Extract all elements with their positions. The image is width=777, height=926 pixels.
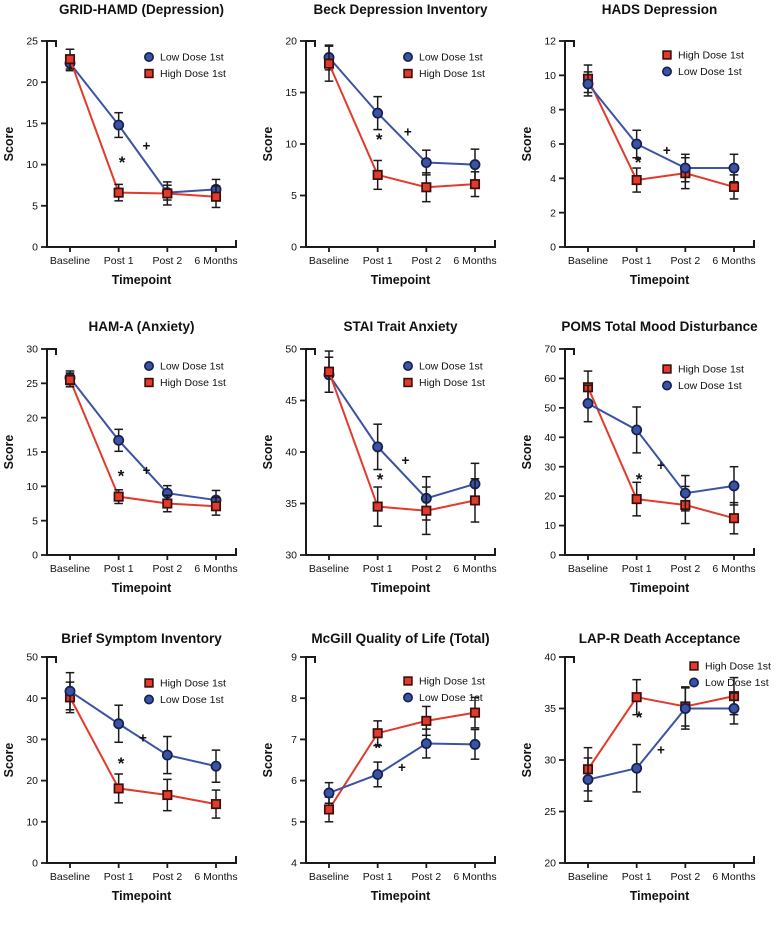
y-tick-label: 40 [26, 692, 38, 705]
data-point-marker [66, 55, 74, 63]
data-point-marker [632, 495, 640, 503]
legend-label: Low Dose 1st [705, 677, 769, 690]
x-tick-label: Post 2 [670, 871, 701, 883]
legend-marker-circle [145, 53, 153, 61]
y-tick-label: 0 [32, 241, 38, 254]
data-point-marker [471, 496, 479, 504]
data-point-marker [583, 775, 592, 784]
data-point-marker [729, 481, 738, 490]
y-tick-label: 30 [26, 343, 38, 356]
legend-marker-circle [145, 695, 153, 703]
data-point-marker [163, 750, 172, 759]
significance-asterisk: * [376, 469, 384, 489]
chart-svg [259, 617, 518, 925]
y-tick-label: 0 [550, 241, 556, 254]
y-tick-label: 25 [26, 377, 38, 390]
legend-label: High Dose 1st [160, 677, 226, 690]
significance-asterisk: * [635, 469, 643, 489]
x-tick-label: Post 2 [152, 255, 183, 267]
y-tick-label: 12 [544, 35, 556, 48]
x-axis-title: Timepoint [370, 581, 431, 595]
x-axis-title: Timepoint [370, 889, 431, 903]
legend-marker-square [145, 679, 153, 687]
y-tick-label: 35 [544, 703, 556, 716]
chart-svg [518, 617, 777, 925]
significance-plus: + [657, 458, 665, 474]
significance-plus: + [139, 730, 147, 746]
data-point-marker [471, 180, 479, 188]
y-tick-label: 8 [550, 104, 556, 117]
y-tick-label: 50 [544, 402, 556, 415]
chart-svg [0, 1, 259, 309]
x-tick-label: 6 Months [712, 255, 756, 267]
x-tick-label: Post 1 [103, 871, 134, 883]
chart-title: STAI Trait Anxiety [343, 319, 458, 334]
y-tick-label: 0 [32, 857, 38, 870]
data-point-marker [114, 188, 122, 196]
y-tick-label: 25 [26, 35, 38, 48]
y-axis-title: Score [2, 126, 16, 162]
series-line [329, 375, 475, 499]
data-point-marker [681, 163, 690, 172]
y-tick-label: 30 [544, 754, 556, 767]
x-tick-label: Post 1 [362, 563, 393, 575]
significance-plus: + [142, 138, 151, 154]
data-point-marker [632, 425, 641, 434]
legend-marker-square [663, 51, 671, 59]
legend-marker-square [690, 662, 698, 670]
y-axis-title: Score [2, 434, 16, 470]
x-tick-label: Baseline [308, 871, 350, 883]
x-axis-title: Timepoint [370, 273, 431, 287]
significance-asterisk: * [634, 152, 642, 172]
y-axis-title: Score [520, 434, 534, 470]
data-point-marker [114, 436, 123, 445]
x-tick-label: Post 2 [152, 563, 183, 575]
x-axis-title: Timepoint [629, 889, 690, 903]
y-tick-label: 30 [285, 549, 297, 562]
data-point-marker [373, 770, 382, 779]
y-tick-label: 20 [285, 35, 297, 48]
x-tick-label: Post 1 [621, 871, 652, 883]
y-tick-label: 40 [544, 651, 556, 664]
x-tick-label: Baseline [567, 563, 609, 575]
series-line [588, 696, 734, 769]
data-point-marker [373, 109, 382, 118]
chart-panel-9 [518, 617, 777, 925]
legend-label: Low Dose 1st [160, 360, 224, 373]
significance-plus: + [657, 742, 665, 758]
y-tick-label: 25 [544, 806, 556, 819]
y-tick-label: 40 [544, 431, 556, 444]
legend-marker-square [404, 677, 412, 685]
data-point-marker [681, 489, 690, 498]
x-tick-label: Post 1 [362, 255, 393, 267]
legend-label: High Dose 1st [678, 49, 744, 62]
significance-asterisk: * [117, 466, 125, 486]
significance-plus: + [398, 760, 406, 776]
legend-label: Low Dose 1st [419, 692, 483, 705]
x-tick-label: Baseline [49, 255, 91, 267]
chart-svg [518, 1, 777, 309]
data-point-marker [114, 492, 122, 500]
x-axis-title: Timepoint [111, 273, 172, 287]
legend-label: Low Dose 1st [160, 51, 224, 64]
y-tick-label: 6 [291, 775, 297, 788]
significance-plus: + [662, 143, 671, 159]
legend-marker-circle [404, 53, 412, 61]
x-tick-label: Baseline [308, 563, 350, 575]
data-point-marker [373, 502, 381, 510]
x-tick-label: 6 Months [712, 563, 756, 575]
significance-plus: + [403, 124, 412, 140]
series-line [588, 79, 734, 187]
chart-panel-5 [259, 309, 518, 617]
y-tick-label: 7 [291, 734, 297, 746]
data-point-marker [325, 805, 333, 813]
chart-panel-1 [0, 1, 259, 309]
chart-svg [0, 309, 259, 617]
chart-panel-7 [0, 617, 259, 925]
y-tick-label: 70 [544, 343, 556, 356]
significance-asterisk: * [118, 152, 126, 172]
data-point-marker [471, 708, 479, 716]
x-tick-label: Post 2 [411, 255, 442, 267]
y-axis-title: Score [520, 742, 534, 778]
data-point-marker [324, 788, 333, 797]
x-tick-label: Post 1 [103, 563, 134, 575]
x-tick-label: 6 Months [194, 255, 238, 267]
x-tick-label: Baseline [49, 563, 91, 575]
chart-title: HAM-A (Anxiety) [88, 319, 195, 334]
x-tick-label: Post 1 [362, 871, 393, 883]
chart-svg [518, 309, 777, 617]
y-tick-label: 50 [26, 651, 38, 664]
chart-title: POMS Total Mood Disturbance [561, 319, 758, 334]
data-point-marker [163, 189, 171, 197]
chart-title: HADS Depression [601, 2, 718, 17]
data-point-marker [325, 59, 333, 67]
chart-title: Brief Symptom Inventory [61, 631, 222, 646]
legend-marker-square [404, 379, 412, 387]
x-tick-label: 6 Months [712, 871, 756, 883]
legend-label: High Dose 1st [419, 675, 485, 688]
y-tick-label: 5 [32, 200, 38, 213]
y-axis-title: Score [261, 434, 275, 470]
data-point-marker [212, 502, 220, 510]
data-point-marker [470, 160, 479, 169]
x-axis-title: Timepoint [629, 273, 690, 287]
y-tick-label: 6 [550, 138, 556, 151]
y-tick-label: 20 [26, 412, 38, 425]
chart-title: McGill Quality of Life (Total) [311, 631, 490, 646]
data-point-marker [373, 442, 382, 451]
significance-asterisk: * [374, 738, 381, 758]
data-point-marker [114, 120, 123, 129]
chart-panel-8 [259, 617, 518, 925]
y-tick-label: 2 [550, 207, 556, 220]
y-tick-label: 0 [32, 549, 38, 562]
legend-label: Low Dose 1st [419, 51, 483, 64]
y-axis-title: Score [261, 742, 275, 778]
data-point-marker [422, 717, 430, 725]
y-tick-label: 15 [26, 446, 38, 459]
x-tick-label: Baseline [308, 255, 350, 267]
y-axis-title: Score [520, 126, 534, 162]
y-tick-label: 4 [291, 857, 297, 870]
x-axis-title: Timepoint [111, 889, 172, 903]
significance-plus: + [142, 462, 151, 478]
y-tick-label: 50 [285, 343, 297, 356]
legend-marker-circle [690, 678, 698, 686]
y-axis-title: Score [261, 126, 275, 162]
chart-panel-3 [518, 1, 777, 309]
legend-label: High Dose 1st [160, 68, 226, 81]
x-tick-label: Post 2 [670, 255, 701, 267]
y-tick-label: 5 [291, 816, 297, 829]
significance-asterisk: * [635, 707, 643, 727]
y-tick-label: 35 [285, 498, 297, 511]
chart-title: GRID-HAMD (Depression) [58, 2, 225, 17]
x-tick-label: Baseline [567, 255, 609, 267]
x-tick-label: 6 Months [194, 871, 238, 883]
legend-label: High Dose 1st [419, 68, 485, 81]
series-line [588, 403, 734, 493]
data-point-marker [730, 514, 738, 522]
x-tick-label: Post 1 [621, 255, 652, 267]
chart-svg [259, 1, 518, 309]
y-axis-title: Score [2, 742, 16, 778]
legend-label: Low Dose 1st [678, 380, 742, 393]
chart-panel-4 [0, 309, 259, 617]
x-tick-label: Post 2 [411, 563, 442, 575]
data-point-marker [212, 800, 220, 808]
y-tick-label: 9 [291, 651, 297, 664]
significance-plus: + [401, 453, 410, 469]
y-tick-label: 30 [544, 461, 556, 474]
x-tick-label: Post 2 [670, 563, 701, 575]
y-tick-label: 40 [285, 446, 297, 459]
series-line [588, 387, 734, 518]
x-tick-label: Post 1 [103, 255, 134, 267]
x-axis-title: Timepoint [629, 581, 690, 595]
data-point-marker [632, 764, 641, 773]
legend-marker-square [145, 70, 153, 78]
y-tick-label: 4 [550, 172, 556, 185]
y-tick-label: 5 [32, 515, 38, 528]
data-point-marker [632, 139, 641, 148]
data-point-marker [114, 784, 122, 792]
y-tick-label: 30 [26, 734, 38, 746]
y-tick-label: 0 [291, 241, 297, 254]
x-tick-label: Baseline [567, 871, 609, 883]
significance-asterisk: * [375, 129, 383, 149]
legend-marker-circle [404, 693, 412, 701]
data-point-marker [422, 158, 431, 167]
legend-marker-circle [663, 67, 671, 75]
x-tick-label: 6 Months [453, 871, 497, 883]
data-point-marker [681, 704, 690, 713]
chart-title: Beck Depression Inventory [313, 2, 488, 17]
x-axis-title: Timepoint [111, 581, 172, 595]
data-point-marker [163, 791, 171, 799]
data-point-marker [325, 367, 333, 375]
y-tick-label: 5 [291, 190, 297, 203]
y-tick-label: 20 [26, 775, 38, 788]
data-point-marker [114, 719, 123, 728]
y-tick-label: 0 [550, 549, 556, 562]
data-point-marker [373, 171, 381, 179]
y-tick-label: 10 [544, 69, 556, 82]
chart-svg [0, 617, 259, 925]
data-point-marker [632, 176, 640, 184]
y-tick-label: 10 [26, 480, 38, 493]
legend-marker-square [663, 365, 671, 373]
y-tick-label: 20 [26, 76, 38, 89]
data-point-marker [422, 739, 431, 748]
y-tick-label: 15 [285, 87, 297, 100]
data-point-marker [422, 183, 430, 191]
x-tick-label: Baseline [49, 871, 91, 883]
legend-label: High Dose 1st [705, 660, 771, 673]
x-tick-label: Post 2 [411, 871, 442, 883]
x-tick-label: Post 1 [621, 563, 652, 575]
chart-panel-6 [518, 309, 777, 617]
y-tick-label: 15 [26, 118, 38, 130]
data-point-marker [632, 693, 640, 701]
data-point-marker [211, 762, 220, 771]
chart-svg [259, 309, 518, 617]
chart-title: LAP-R Death Acceptance [578, 631, 741, 646]
data-point-marker [583, 79, 592, 88]
legend-marker-square [145, 379, 153, 387]
data-point-marker [66, 376, 74, 384]
legend-label: High Dose 1st [160, 377, 226, 390]
x-tick-label: 6 Months [194, 563, 238, 575]
y-tick-label: 10 [26, 159, 38, 172]
data-point-marker [729, 163, 738, 172]
legend-label: High Dose 1st [678, 363, 744, 376]
y-tick-label: 8 [291, 692, 297, 705]
y-tick-label: 20 [544, 857, 556, 870]
series-line [70, 697, 216, 804]
legend-marker-circle [145, 362, 153, 370]
legend-label: High Dose 1st [419, 377, 485, 390]
data-point-marker [65, 687, 74, 696]
significance-asterisk: * [117, 754, 125, 774]
series-line [70, 380, 216, 506]
data-point-marker [163, 499, 171, 507]
x-tick-label: 6 Months [453, 563, 497, 575]
legend-label: Low Dose 1st [160, 694, 224, 707]
data-point-marker [583, 399, 592, 408]
data-point-marker [729, 704, 738, 713]
y-tick-label: 45 [285, 395, 297, 408]
x-tick-label: Post 2 [152, 871, 183, 883]
series-line [70, 378, 216, 500]
data-point-marker [373, 729, 381, 737]
data-point-marker [470, 740, 479, 749]
chart-panel-2 [259, 1, 518, 309]
y-tick-label: 20 [544, 490, 556, 503]
legend-marker-square [404, 70, 412, 78]
series-line [70, 63, 216, 192]
x-tick-label: 6 Months [453, 255, 497, 267]
data-point-marker [730, 183, 738, 191]
legend-label: Low Dose 1st [678, 66, 742, 79]
data-point-marker [212, 193, 220, 201]
y-tick-label: 10 [544, 520, 556, 533]
data-point-marker [422, 507, 430, 515]
y-tick-label: 10 [26, 816, 38, 829]
y-tick-label: 10 [285, 138, 297, 151]
y-tick-label: 60 [544, 373, 556, 386]
legend-marker-circle [663, 381, 671, 389]
legend-label: Low Dose 1st [419, 360, 483, 373]
legend-marker-circle [404, 362, 412, 370]
